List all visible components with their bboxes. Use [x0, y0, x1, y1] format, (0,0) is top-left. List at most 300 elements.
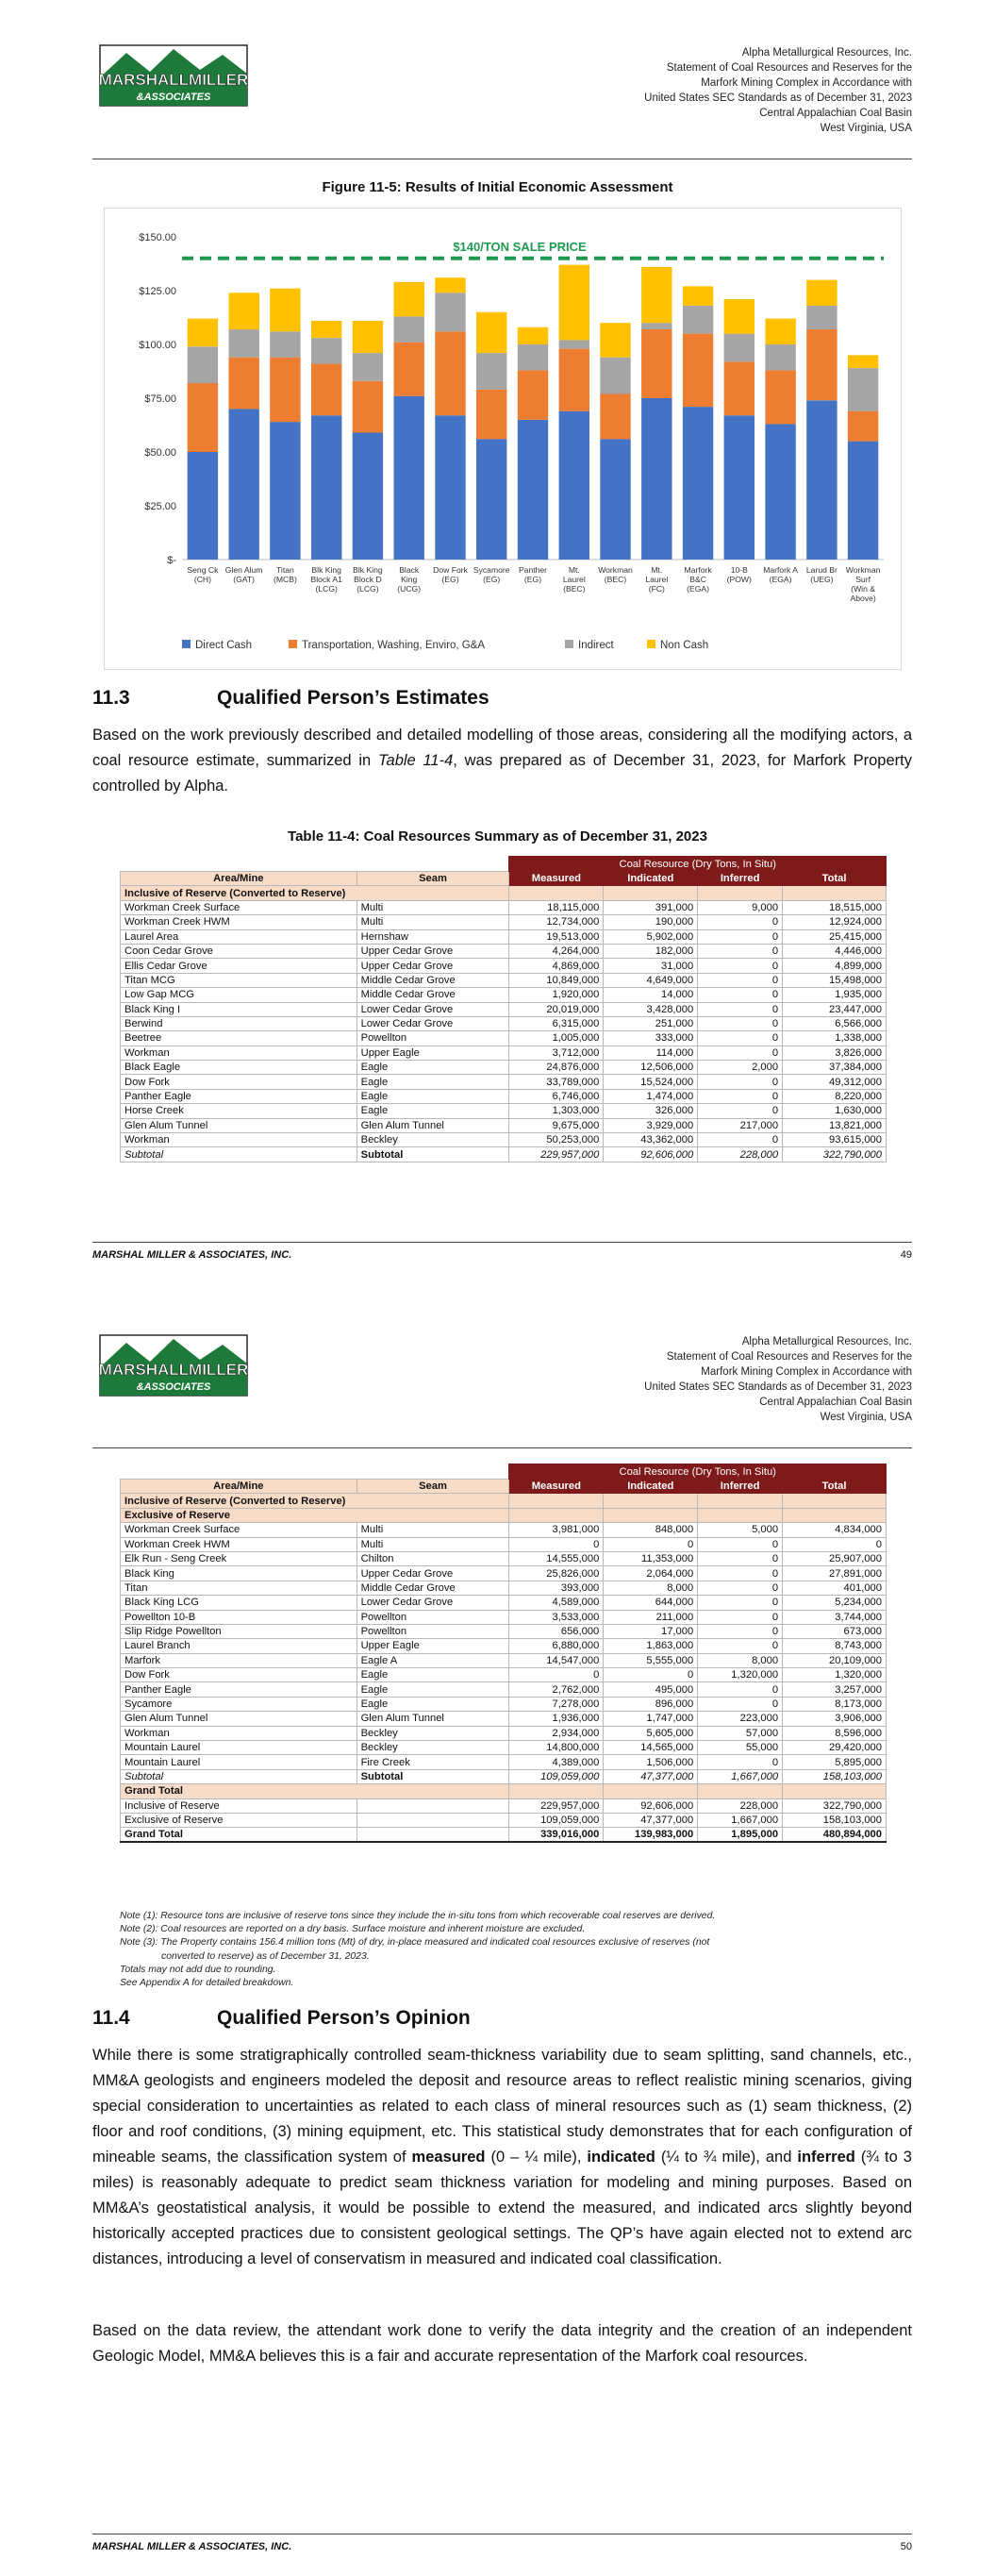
subtotal-row	[121, 1147, 887, 1162]
table-row	[121, 1668, 887, 1682]
seam-cell	[357, 1798, 509, 1813]
seam-cell: Subtotal	[357, 1769, 509, 1783]
area-cell: Black King	[121, 1566, 357, 1581]
category-inclusive: Inclusive of Reserve (Converted to Reserve)	[121, 1494, 509, 1508]
table-row	[121, 973, 887, 987]
table-row	[121, 1104, 887, 1118]
total-cell: 8,220,000	[783, 1089, 887, 1103]
bar-segment	[518, 420, 548, 560]
table-row	[121, 1045, 887, 1060]
footer-rule	[92, 1242, 912, 1243]
table-reference: Table 11-4	[377, 752, 454, 769]
page-header: Alpha Metallurgical Resources, Inc. Statement of Coal Resources and Reserves for the Marfork Mining Complex in Accordance with United States SEC Standards as of December 31, 2023 Central Appalachian Coal Basin West Virginia, USA	[644, 47, 912, 134]
indicated-cell: 0	[604, 1668, 698, 1682]
inferred-cell: 0	[698, 1089, 783, 1103]
indicated-cell: 333,000	[604, 1031, 698, 1045]
logo-text: MARSHALLMILLER	[98, 1361, 249, 1379]
total-cell: 18,515,000	[783, 900, 887, 914]
bar-segment	[683, 407, 713, 560]
legend-label: Non Cash	[660, 640, 709, 651]
indicated-cell: 495,000	[604, 1682, 698, 1697]
section-11-3-heading	[92, 687, 489, 710]
y-tick-label: $25.00	[144, 501, 176, 512]
indicated-cell: 4,649,000	[604, 973, 698, 987]
category-label: Glen Alum (GAT)	[224, 565, 263, 584]
bar-segment	[394, 396, 424, 560]
bar-segment	[188, 346, 218, 383]
seam-cell: Upper Cedar Grove	[357, 959, 509, 973]
table-row	[121, 1523, 887, 1537]
coal-resources-table-part1	[120, 856, 887, 1163]
seam-cell: Chilton	[357, 1551, 509, 1565]
measured-cell: 14,547,000	[509, 1653, 604, 1667]
total-cell: 4,446,000	[783, 944, 887, 958]
indicated-cell: 326,000	[604, 1104, 698, 1118]
note-appendix: See Appendix A for detailed breakdown.	[120, 1978, 294, 1989]
measured-cell: 0	[509, 1668, 604, 1682]
subtotal-row	[121, 1769, 887, 1783]
table-row	[121, 900, 887, 914]
area-cell: Mountain Laurel	[121, 1741, 357, 1755]
measured-cell: 6,880,000	[509, 1639, 604, 1653]
measured-cell: 24,876,000	[509, 1061, 604, 1075]
measured-cell: 4,264,000	[509, 944, 604, 958]
area-cell: Titan	[121, 1581, 357, 1595]
inferred-cell: 8,000	[698, 1653, 783, 1667]
table-row	[121, 988, 887, 1002]
price-line-label: $140/TON SALE PRICE	[453, 239, 587, 254]
inferred-cell: 0	[698, 1133, 783, 1147]
table-row	[121, 1813, 887, 1827]
area-cell: Beetree	[121, 1031, 357, 1045]
seam-cell: Eagle	[357, 1089, 509, 1103]
inferred-cell: 1,667,000	[698, 1813, 783, 1827]
table-row	[121, 1118, 887, 1132]
area-cell: Grand Total	[121, 1828, 357, 1842]
area-cell: Slip Ridge Powellton	[121, 1624, 357, 1638]
measured-cell: 393,000	[509, 1581, 604, 1595]
bar-segment	[600, 439, 630, 560]
bar-segment	[683, 306, 713, 334]
bar-segment	[188, 383, 218, 452]
total-cell: 158,103,000	[783, 1813, 887, 1827]
measured-cell: 1,920,000	[509, 988, 604, 1002]
area-cell: Subtotal	[121, 1147, 357, 1162]
table-row	[121, 1653, 887, 1667]
total-cell: 1,338,000	[783, 1031, 887, 1045]
category-label: Panther (EG)	[518, 565, 548, 584]
total-cell: 20,109,000	[783, 1653, 887, 1667]
seam-cell: Powellton	[357, 1624, 509, 1638]
bar-segment	[353, 433, 383, 560]
seam-cell: Eagle A	[357, 1653, 509, 1667]
category-label: Workman Surf (Win & Above)	[845, 565, 881, 603]
total-cell: 4,834,000	[783, 1523, 887, 1537]
area-cell: Workman Creek Surface	[121, 1523, 357, 1537]
seam-cell: Glen Alum Tunnel	[357, 1118, 509, 1132]
inferred-cell: 0	[698, 959, 783, 973]
page-number: 49	[900, 1249, 912, 1261]
inferred-cell: 0	[698, 1639, 783, 1653]
table-row	[121, 1551, 887, 1565]
indicated-cell: 0	[604, 1537, 698, 1551]
bar-segment	[559, 411, 589, 560]
bar-segment	[435, 415, 465, 560]
table-row	[121, 1581, 887, 1595]
table-row	[121, 1755, 887, 1769]
area-cell: Workman	[121, 1133, 357, 1147]
measured-cell: 4,589,000	[509, 1596, 604, 1610]
indicated-cell: 391,000	[604, 900, 698, 914]
seam-cell: Eagle	[357, 1075, 509, 1089]
indicated-cell: 644,000	[604, 1596, 698, 1610]
bar-segment	[683, 334, 713, 408]
table-row	[121, 1639, 887, 1653]
seam-cell: Subtotal	[357, 1147, 509, 1162]
y-tick-label: $150.00	[139, 232, 176, 243]
seam-cell: Powellton	[357, 1031, 509, 1045]
inferred-cell: 1,320,000	[698, 1668, 783, 1682]
note-2: Note (2): Coal resources are reported on a dry basis. Surface moisture and inherent moisture are excluded.	[120, 1924, 586, 1935]
y-tick-label: $50.00	[144, 447, 176, 459]
total-cell: 0	[783, 1537, 887, 1551]
measured-cell: 1,005,000	[509, 1031, 604, 1045]
total-cell: 12,924,000	[783, 915, 887, 929]
page-header: Alpha Metallurgical Resources, Inc. Statement of Coal Resources and Reserves for the Marfork Mining Complex in Accordance with United States SEC Standards as of December 31, 2023 Central Appalachian Coal Basin West Virginia, USA	[644, 1336, 912, 1423]
area-cell: Workman	[121, 1726, 357, 1740]
total-cell: 13,821,000	[783, 1118, 887, 1132]
table-row	[121, 915, 887, 929]
inferred-cell: 55,000	[698, 1741, 783, 1755]
category-label: Dow Fork (EG)	[433, 565, 468, 584]
inferred-cell: 0	[698, 1075, 783, 1089]
indicated-cell: 1,747,000	[604, 1712, 698, 1726]
col-indicated: Indicated	[604, 1480, 698, 1494]
category-label: Blk King Block A1 (LCG)	[310, 565, 342, 594]
table-row	[121, 1075, 887, 1089]
area-cell: Marfork	[121, 1653, 357, 1667]
bar-segment	[848, 355, 878, 368]
indicated-cell: 5,555,000	[604, 1653, 698, 1667]
table-row	[121, 1610, 887, 1624]
measured-cell: 339,016,000	[509, 1828, 604, 1842]
bar-segment	[848, 442, 878, 560]
total-cell: 8,596,000	[783, 1726, 887, 1740]
inferred-cell: 0	[698, 1581, 783, 1595]
col-inferred: Inferred	[698, 1480, 783, 1494]
total-cell: 322,790,000	[783, 1147, 887, 1162]
measured-cell: 9,675,000	[509, 1118, 604, 1132]
section-title: Qualified Person’s Opinion	[217, 2007, 471, 2029]
section-11-4-paragraph-1: While there is some stratigraphically controlled seam-thickness variability due to seam splitting, sand channels, etc., MM&A geologists and engineers modeled the deposit and resource areas to reflect realistic mining scenarios, giving special consideration to uncertainties as related to each class of mineral resources such as (1) seam thickness, (2) floor and roof conditions, (3) mining equipment, etc. This statistical study demonstrates that for each configuration of mineable seams, the classification system of measured (0 – ¼ mile), indicated (¼ to ¾ mile), and inferred (¾ to 3 miles) is reasonably adequate to predict seam thickness variation for modeling and mining purposes. Based on MM&A’s geostatistical analysis, it would be possible to extend the measured, and indicated arcs slightly beyond historically accepted practices due to consistent geological settings. The QP’s have again elected not to extend arc distances, introducing a level of conservatism in measured and indicated coal classification.	[92, 2047, 912, 2267]
inferred-cell: 0	[698, 1755, 783, 1769]
total-cell: 29,420,000	[783, 1741, 887, 1755]
footer-company: MARSHAL MILLER & ASSOCIATES, INC.	[92, 1249, 292, 1261]
seam-cell: Beckley	[357, 1741, 509, 1755]
col-indicated: Indicated	[604, 872, 698, 886]
indicated-cell: 43,362,000	[604, 1133, 698, 1147]
legend-label: Direct Cash	[195, 640, 253, 651]
inferred-cell: 228,000	[698, 1147, 783, 1162]
total-cell: 15,498,000	[783, 973, 887, 987]
bar-segment	[353, 321, 383, 353]
bar-segment	[806, 329, 837, 400]
category-label: 10-B (POW)	[726, 565, 752, 584]
area-cell: Black Eagle	[121, 1061, 357, 1075]
seam-cell: Eagle	[357, 1104, 509, 1118]
indicated-cell: 14,000	[604, 988, 698, 1002]
table-row	[121, 959, 887, 973]
seam-cell	[357, 1828, 509, 1842]
indicated-cell: 190,000	[604, 915, 698, 929]
total-cell: 1,630,000	[783, 1104, 887, 1118]
area-cell: Ellis Cedar Grove	[121, 959, 357, 973]
note-1: Note (1): Resource tons are inclusive of reserve tons since they include the in-situ tons from which recoverable coal reserves are derived.	[120, 1911, 716, 1921]
area-cell: Horse Creek	[121, 1104, 357, 1118]
inferred-cell: 0	[698, 1566, 783, 1581]
total-cell: 3,906,000	[783, 1712, 887, 1726]
table-row	[121, 1061, 887, 1075]
table-row	[121, 1624, 887, 1638]
measured-cell: 1,936,000	[509, 1712, 604, 1726]
area-cell: Glen Alum Tunnel	[121, 1712, 357, 1726]
seam-cell: Glen Alum Tunnel	[357, 1712, 509, 1726]
area-cell: Powellton 10-B	[121, 1610, 357, 1624]
seam-cell: Fire Creek	[357, 1755, 509, 1769]
col-area: Area/Mine	[121, 1480, 357, 1494]
total-cell: 5,895,000	[783, 1755, 887, 1769]
measured-cell: 0	[509, 1537, 604, 1551]
legend-label: Indirect	[578, 640, 614, 651]
table-row	[121, 1596, 887, 1610]
bar-segment	[435, 293, 465, 331]
total-cell: 158,103,000	[783, 1769, 887, 1783]
seam-cell: Powellton	[357, 1610, 509, 1624]
total-cell: 25,907,000	[783, 1551, 887, 1565]
inferred-cell: 0	[698, 988, 783, 1002]
seam-cell: Upper Eagle	[357, 1045, 509, 1060]
area-cell: Black King LCG	[121, 1596, 357, 1610]
measured-cell: 14,800,000	[509, 1741, 604, 1755]
indicated-cell: 1,506,000	[604, 1755, 698, 1769]
inferred-cell: 57,000	[698, 1726, 783, 1740]
bar-segment	[641, 323, 672, 329]
bar-segment	[311, 321, 341, 338]
measured-cell: 6,315,000	[509, 1016, 604, 1030]
area-cell: Low Gap MCG	[121, 988, 357, 1002]
total-cell: 93,615,000	[783, 1133, 887, 1147]
header-rule	[92, 1447, 912, 1448]
category-label: Blk King Block D (LCG)	[353, 565, 383, 594]
inferred-cell: 0	[698, 973, 783, 987]
bar-segment	[476, 312, 506, 353]
y-tick-label: $100.00	[139, 340, 176, 351]
bar-segment	[270, 331, 300, 357]
bar-segment	[394, 343, 424, 396]
seam-cell: Lower Cedar Grove	[357, 1002, 509, 1016]
measured-cell: 18,115,000	[509, 900, 604, 914]
bar-segment	[311, 415, 341, 560]
seam-cell: Upper Cedar Grove	[357, 1566, 509, 1581]
bar-segment	[724, 334, 755, 362]
table-row	[121, 1133, 887, 1147]
seam-cell: Middle Cedar Grove	[357, 973, 509, 987]
area-cell: Coon Cedar Grove	[121, 944, 357, 958]
total-cell: 5,234,000	[783, 1596, 887, 1610]
indicated-cell: 211,000	[604, 1610, 698, 1624]
col-seam: Seam	[357, 1480, 509, 1494]
measured-cell: 229,957,000	[509, 1147, 604, 1162]
bar-segment	[641, 267, 672, 323]
category-label: Black King (UCG)	[397, 565, 422, 594]
inferred-cell: 5,000	[698, 1523, 783, 1537]
page-gap	[0, 1297, 995, 1316]
inferred-cell: 0	[698, 1031, 783, 1045]
y-tick-label: $125.00	[139, 286, 176, 297]
inferred-cell: 223,000	[698, 1712, 783, 1726]
total-cell: 49,312,000	[783, 1075, 887, 1089]
bar-segment	[188, 452, 218, 560]
indicated-cell: 1,474,000	[604, 1089, 698, 1103]
indicated-cell: 31,000	[604, 959, 698, 973]
area-cell: Sycamore	[121, 1697, 357, 1711]
table-row	[121, 1697, 887, 1711]
total-cell: 3,257,000	[783, 1682, 887, 1697]
bar-segment	[600, 393, 630, 439]
total-cell: 673,000	[783, 1624, 887, 1638]
category-inclusive: Inclusive of Reserve (Converted to Reserve)	[121, 886, 509, 900]
measured-cell: 50,253,000	[509, 1133, 604, 1147]
area-cell: Laurel Area	[121, 929, 357, 944]
bar-segment	[435, 277, 465, 293]
inferred-cell: 228,000	[698, 1798, 783, 1813]
bar-segment	[518, 370, 548, 419]
measured-cell: 2,762,000	[509, 1682, 604, 1697]
y-tick-label: $-	[167, 555, 176, 566]
inferred-cell: 0	[698, 1045, 783, 1060]
area-cell: Titan MCG	[121, 973, 357, 987]
indicated-cell: 3,428,000	[604, 1002, 698, 1016]
table-row	[121, 944, 887, 958]
area-cell: Workman	[121, 1045, 357, 1060]
measured-cell: 656,000	[509, 1624, 604, 1638]
indicated-cell: 14,565,000	[604, 1741, 698, 1755]
indicated-cell: 848,000	[604, 1523, 698, 1537]
table-row	[121, 1031, 887, 1045]
category-label: Titan (MCB)	[273, 565, 297, 584]
coal-resources-table-part2	[120, 1464, 887, 1843]
area-cell: Exclusive of Reserve	[121, 1813, 357, 1827]
marshall-miller-logo	[98, 40, 249, 113]
total-cell: 6,566,000	[783, 1016, 887, 1030]
col-seam: Seam	[357, 872, 509, 886]
indicated-cell: 47,377,000	[604, 1769, 698, 1783]
bar-segment	[394, 316, 424, 342]
table-row	[121, 1682, 887, 1697]
bar-segment	[724, 299, 755, 334]
total-cell: 1,935,000	[783, 988, 887, 1002]
seam-cell: Upper Cedar Grove	[357, 944, 509, 958]
bar-segment	[641, 398, 672, 560]
inferred-cell: 2,000	[698, 1061, 783, 1075]
seam-cell: Eagle	[357, 1682, 509, 1697]
table-notes	[120, 1910, 887, 1990]
total-cell: 3,826,000	[783, 1045, 887, 1060]
section-11-4-heading	[92, 2007, 471, 2030]
note-rounding: Totals may not add due to rounding.	[120, 1964, 276, 1975]
seam-cell: Hernshaw	[357, 929, 509, 944]
indicated-cell: 114,000	[604, 1045, 698, 1060]
measured-cell: 4,869,000	[509, 959, 604, 973]
inferred-cell: 1,667,000	[698, 1769, 783, 1783]
bar-segment	[765, 344, 795, 370]
group-header: Coal Resource (Dry Tons, In Situ)	[509, 1464, 887, 1480]
area-cell: Workman Creek HWM	[121, 915, 357, 929]
area-cell: Panther Eagle	[121, 1682, 357, 1697]
area-cell: Elk Run - Seng Creek	[121, 1551, 357, 1565]
table-row	[121, 1726, 887, 1740]
bar-segment	[559, 349, 589, 411]
legend-swatch	[182, 640, 191, 648]
measured-cell: 20,019,000	[509, 1002, 604, 1016]
table-row	[121, 1798, 887, 1813]
bar-segment	[765, 370, 795, 424]
legend-swatch	[647, 640, 655, 648]
section-number: 11.3	[92, 687, 130, 709]
measured-cell: 1,303,000	[509, 1104, 604, 1118]
inferred-cell: 0	[698, 1610, 783, 1624]
seam-cell: Multi	[357, 1537, 509, 1551]
table-row	[121, 1712, 887, 1726]
legend-label: Transportation, Washing, Enviro, G&A	[302, 640, 486, 651]
total-cell: 8,173,000	[783, 1697, 887, 1711]
measured-cell: 109,059,000	[509, 1769, 604, 1783]
section-11-4-paragraph-2: Based on the data review, the attendant work done to verify the data integrity and the creation of an independent Geologic Model, MM&A believes this is a fair and accurate representation of the Marfork coal resources.	[92, 2322, 912, 2365]
seam-cell: Eagle	[357, 1697, 509, 1711]
inferred-cell: 217,000	[698, 1118, 783, 1132]
area-cell: Berwind	[121, 1016, 357, 1030]
table-row	[121, 1741, 887, 1755]
inferred-cell: 0	[698, 929, 783, 944]
seam-cell: Lower Cedar Grove	[357, 1596, 509, 1610]
indicated-cell: 47,377,000	[604, 1813, 698, 1827]
area-cell: Panther Eagle	[121, 1089, 357, 1103]
inferred-cell: 1,895,000	[698, 1828, 783, 1842]
measured-cell: 3,533,000	[509, 1610, 604, 1624]
bar-segment	[476, 390, 506, 439]
bar-segment	[229, 358, 259, 410]
measured-cell: 6,746,000	[509, 1089, 604, 1103]
seam-cell: Multi	[357, 900, 509, 914]
area-cell: Mountain Laurel	[121, 1755, 357, 1769]
indicated-cell: 5,605,000	[604, 1726, 698, 1740]
area-cell: Subtotal	[121, 1769, 357, 1783]
bar-segment	[229, 329, 259, 358]
bar-segment	[848, 368, 878, 411]
indicated-cell: 15,524,000	[604, 1075, 698, 1089]
seam-cell: Middle Cedar Grove	[357, 988, 509, 1002]
bar-segment	[806, 400, 837, 560]
table-row	[121, 1002, 887, 1016]
col-measured: Measured	[509, 872, 604, 886]
page-number: 50	[900, 2541, 912, 2552]
inferred-cell: 0	[698, 1016, 783, 1030]
logo-subtext: &ASSOCIATES	[136, 92, 211, 103]
category-label: Marfork B&C (EGA)	[684, 565, 712, 594]
bar-segment	[435, 331, 465, 415]
figure-title: Figure 11-5: Results of Initial Economic Assessment	[322, 179, 673, 195]
bar-segment	[229, 409, 259, 560]
